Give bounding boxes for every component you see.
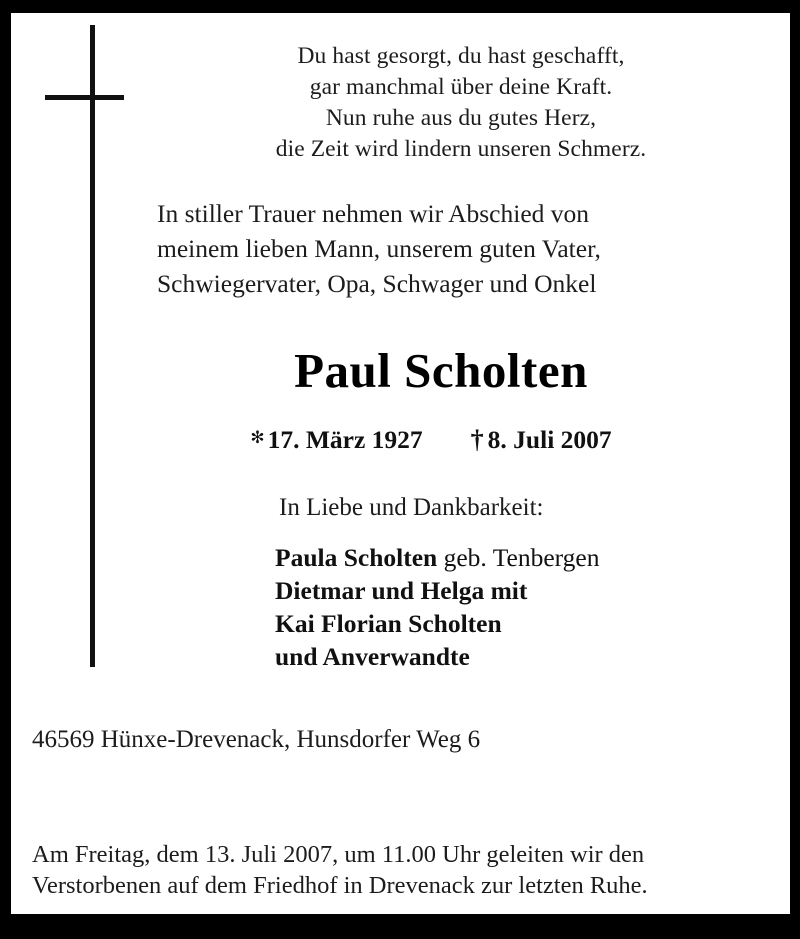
death-date-value: 8. Juli 2007 (487, 425, 612, 454)
funeral-service-info (32, 839, 777, 901)
notice-paper (11, 13, 790, 914)
survivor-spouse-name: Paula Scholten (275, 543, 438, 572)
intro-line-3: Schwiegervater, Opa, Schwager und Onkel (157, 269, 597, 298)
death-dagger-icon: † (470, 425, 484, 454)
intro-line-1: In stiller Trauer nehmen wir Abschied von (157, 199, 590, 228)
poem-line-2: gar manchmal über deine Kraft. (309, 74, 613, 100)
survivor-line-4: und Anverwandte (275, 642, 470, 671)
memorial-poem (171, 41, 751, 165)
cross-horizontal-bar (45, 95, 124, 100)
birth-date-group (250, 423, 422, 455)
poem-line-4: die Zeit wird lindern unseren Schmerz. (275, 136, 647, 162)
gratitude-heading: In Liebe und Dankbarkeit: (279, 494, 544, 521)
survivor-spouse-maiden-name: geb. Tenbergen (437, 543, 600, 572)
mourning-introduction (157, 196, 757, 301)
birth-date-value: 17. März 1927 (267, 425, 423, 454)
poem-line-3: Nun ruhe aus du gutes Herz, (325, 105, 597, 131)
deceased-name: Paul Scholten (294, 343, 588, 398)
notice-content (11, 13, 790, 914)
birth-star-icon: ✻ (250, 428, 265, 447)
survivor-line-3: Kai Florian Scholten (275, 609, 502, 638)
cross-vertical-stem (90, 25, 95, 667)
intro-line-2: meinem lieben Mann, unserem guten Vater, (157, 234, 601, 263)
life-dates (131, 423, 731, 455)
service-line-1: Am Freitag, dem 13. Juli 2007, um 11.00 Uhr geleiten wir den (32, 841, 645, 868)
survivor-line-2: Dietmar und Helga mit (275, 576, 528, 605)
family-address: 46569 Hünxe-Drevenack, Hunsdorfer Weg 6 (32, 726, 481, 753)
poem-line-1: Du hast gesorgt, du hast geschafft, (297, 43, 625, 69)
death-date-group (471, 425, 612, 455)
survivors-list (275, 541, 745, 673)
survivor-line-1 (275, 541, 745, 574)
service-line-2: Verstorbenen auf dem Friedhof in Drevenack zur letzten Ruhe. (32, 872, 648, 899)
